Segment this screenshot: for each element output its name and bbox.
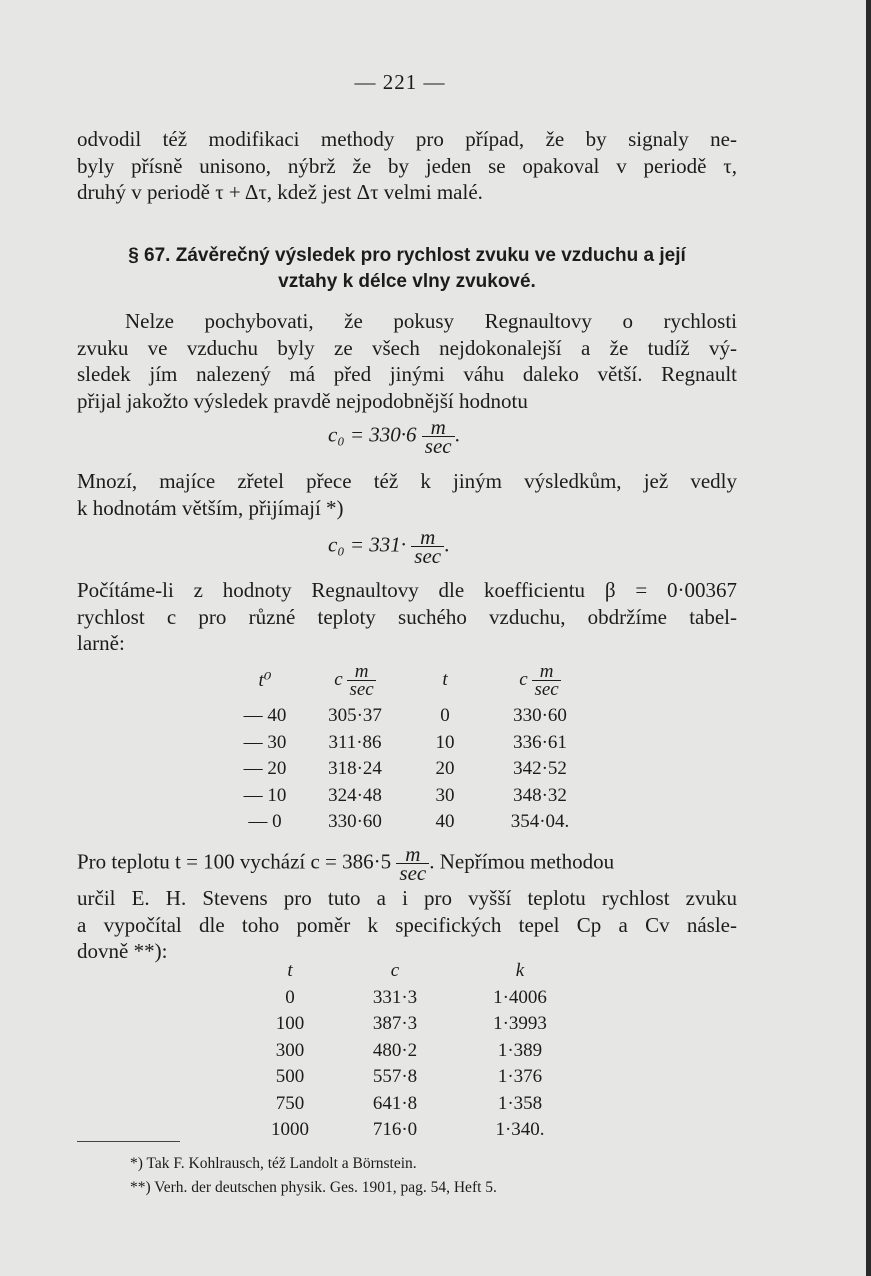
text-line: přijal jakožto výsledek pravdě nejpodobnější hodnotu [77, 388, 528, 413]
header-c2: c [519, 668, 528, 690]
text-line: sledek jím nalezený má před jinými váhu daleko větší. Regnault [77, 362, 737, 386]
unit-fraction [411, 525, 444, 568]
text-post: . Nepřímou methodou [429, 849, 615, 874]
table-row [250, 985, 580, 1012]
table-row [225, 783, 595, 810]
header-c: c [390, 960, 400, 982]
table-cell: 500 [275, 1066, 305, 1088]
formula-lhs: c₀ = 330·6 [328, 422, 417, 447]
table-row [250, 1064, 580, 1091]
paragraph-5 [77, 885, 737, 965]
fraction-numerator: m [422, 418, 455, 437]
text-line: Počítáme-li z hodnoty Regnaultovy dle koefficientu β = 0·00367 [77, 578, 737, 602]
table-cell: 1·389 [497, 1039, 543, 1061]
table-cell: 0 [440, 705, 450, 727]
table-cell: 480·2 [372, 1039, 418, 1061]
table-cell: 641·8 [372, 1092, 418, 1114]
table-cell: 716·0 [372, 1119, 418, 1141]
table-row [250, 1091, 580, 1118]
table-cell: 0 [285, 986, 295, 1008]
paragraph-3 [77, 468, 737, 521]
unit-fraction [396, 842, 429, 885]
table-row [250, 1117, 580, 1144]
heading-line: vztahy k délce vlny zvukové. [278, 271, 536, 292]
header-t0: t⁰ [258, 669, 272, 691]
unit-fraction [532, 660, 560, 700]
text-line: určil E. H. Stevens pro tuto a i pro vyšší teplotu rychlost zvuku [77, 886, 737, 910]
text-line: druhý v periodě τ + Δτ, kdež jest Δτ velmi malé. [77, 180, 483, 204]
header-c2-unit [485, 657, 595, 703]
table-cell: 557·8 [372, 1066, 418, 1088]
table-cell: 1·3993 [493, 1013, 547, 1035]
table-cell: 387·3 [372, 1013, 418, 1035]
paragraph-2 [77, 308, 737, 414]
unit-fraction [422, 415, 455, 458]
formula-lhs: c₀ = 331· [328, 532, 407, 557]
formula-t100 [77, 842, 615, 885]
formula-end: . [454, 422, 460, 447]
page-edge [866, 0, 871, 1276]
fraction-numerator: m [532, 663, 560, 681]
footnote-divider [77, 1141, 180, 1142]
fraction-denominator: sec [534, 678, 559, 700]
fraction-denominator: sec [349, 678, 374, 700]
header-k: k [515, 960, 525, 982]
table-header-row [250, 958, 580, 985]
table-cell: 330·60 [513, 705, 567, 727]
header-c: c [334, 668, 343, 690]
table-cell: 354·04. [510, 811, 570, 833]
table-cell: 100 [275, 1013, 305, 1035]
formula-c0-regnault [328, 415, 460, 458]
fraction-numerator: m [411, 528, 444, 547]
text-line: zvuku ve vzduchu byly ze všech nejdokonalejší a že tudíž vý- [77, 335, 737, 360]
text-line: byly přísně unisono, nýbrž že by jeden se opakoval v periodě τ, [77, 153, 737, 178]
unit-fraction [347, 660, 375, 700]
fraction-numerator: m [396, 845, 429, 864]
text-line: k hodnotám větším, přijímají *) [77, 495, 344, 520]
table-row [225, 809, 595, 836]
table-cell: 324·48 [328, 784, 382, 806]
footnote-2: **) Verh. der deutschen physik. Ges. 1901, pag. 54, Heft 5. [130, 1179, 497, 1196]
table-cell: 1·340. [495, 1119, 545, 1141]
fraction-denominator: sec [414, 544, 442, 568]
table-header-row [225, 657, 595, 703]
table-cell: 331·3 [372, 986, 418, 1008]
fraction-numerator: m [347, 663, 375, 681]
footnote-1: *) Tak F. Kohlrausch, též Landolt a Börnstein. [130, 1155, 417, 1172]
table-row [225, 756, 595, 783]
table-cell: 40 [435, 811, 455, 833]
table-cell: 330·60 [328, 811, 382, 833]
table-cell: — 20 [243, 758, 287, 780]
text-line: dovně **): [77, 939, 168, 963]
text-line: Mnozí, majíce zřetel přece též k jiným výsledkům, jež vedly [77, 469, 737, 493]
text-line: larně: [77, 631, 125, 655]
fraction-denominator: sec [399, 861, 427, 885]
table-cell: 10 [435, 731, 455, 753]
table-cell: 305·37 [328, 705, 382, 727]
table-cell: 311·86 [328, 731, 382, 753]
temperature-velocity-table [225, 657, 595, 836]
table-cell: 1000 [271, 1119, 309, 1141]
fraction-denominator: sec [424, 434, 452, 458]
table-cell: 348·32 [513, 784, 567, 806]
formula-end: . [444, 532, 450, 557]
table-cell: — 40 [243, 705, 287, 727]
text-line: odvodil též modifikaci methody pro případ, že by signaly ne- [77, 127, 737, 151]
paragraph-1 [77, 126, 737, 206]
table-cell: 342·52 [513, 758, 567, 780]
header-c-unit [305, 657, 405, 703]
header-t: t [287, 960, 293, 982]
table-cell: 1·4006 [493, 986, 547, 1008]
table-cell: 1·358 [497, 1092, 543, 1114]
table-row [225, 703, 595, 730]
stevens-table [250, 958, 580, 1144]
table-row [225, 730, 595, 757]
table-cell: 30 [435, 784, 455, 806]
table-row [250, 1011, 580, 1038]
text-line: Nelze pochybovati, že pokusy Regnaultovy o rychlosti [125, 309, 737, 333]
table-cell: — 10 [243, 784, 287, 806]
table-cell: 1·376 [497, 1066, 543, 1088]
table-cell: 300 [275, 1039, 305, 1061]
header-t: t [442, 669, 448, 690]
formula-c0-others [328, 525, 450, 568]
paragraph-4 [77, 577, 737, 657]
text-pre: Pro teplotu t = 100 vychází c = 386·5 [77, 849, 392, 874]
table-cell: — 30 [243, 731, 287, 753]
table-cell: 336·61 [513, 731, 567, 753]
heading-line: § 67. Závěrečný výsledek pro rychlost zvuku ve vzduchu a její [128, 245, 686, 266]
table-cell: 318·24 [328, 758, 382, 780]
table-cell: — 0 [248, 811, 282, 833]
table-cell: 20 [435, 758, 455, 780]
section-heading [77, 243, 737, 295]
page-number: — 221 — [354, 70, 446, 94]
text-line: rychlost c pro různé teploty suchého vzduchu, obdržíme tabel- [77, 604, 737, 629]
table-row [250, 1038, 580, 1065]
table-cell: 750 [275, 1092, 305, 1114]
text-line: a vypočítal dle toho poměr k specifických tepel Cp a Cv násle- [77, 912, 737, 937]
